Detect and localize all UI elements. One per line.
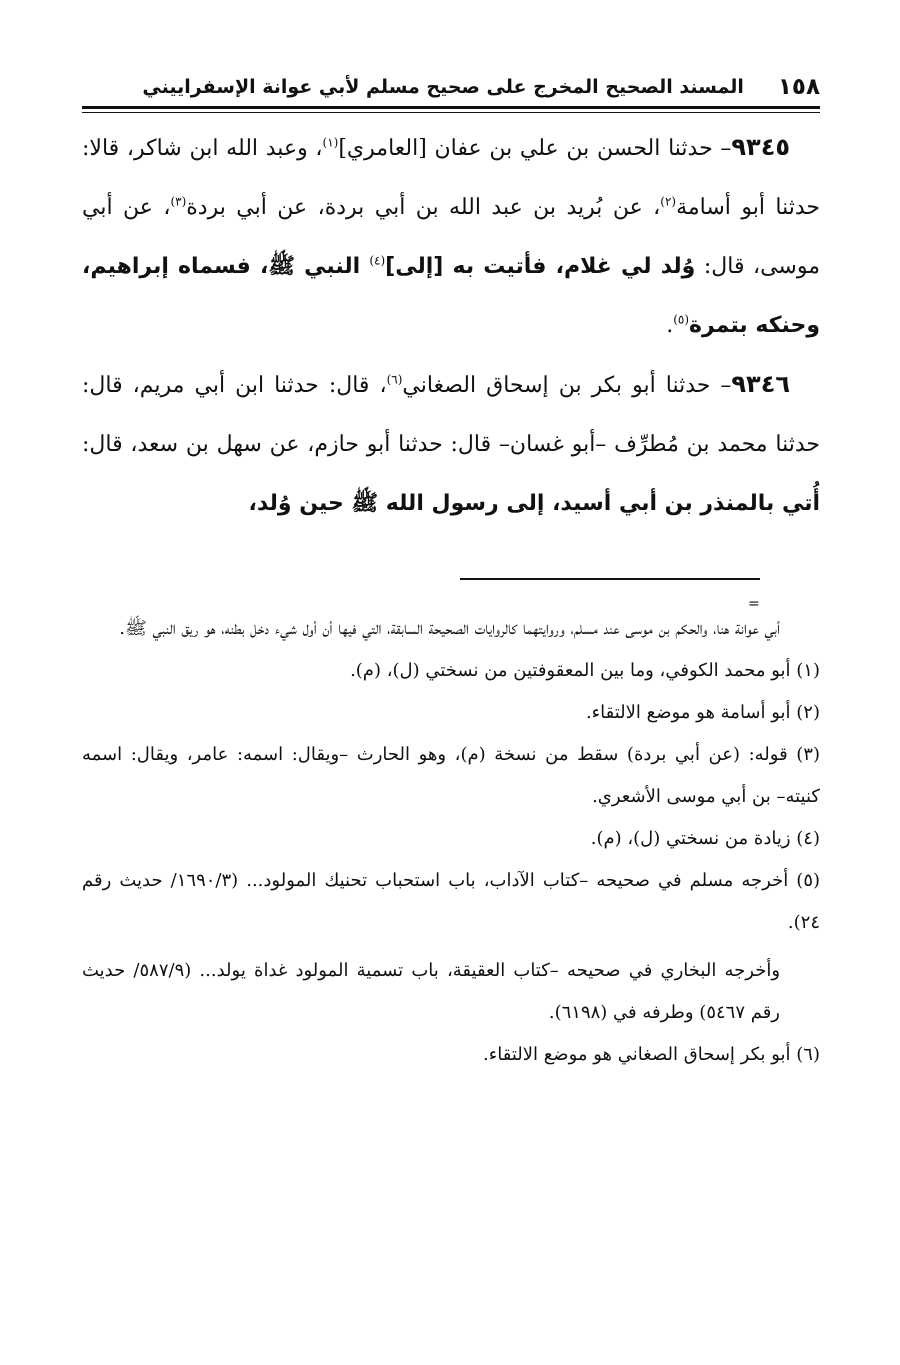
footnote-5-cont: وأخرجه البخاري في صحيحه –كتاب العقيقة، باب تسمية المولود غداة يولد... (٥٨٧/٩/ حديث رقم ٥٤٦٧) وطرفه في (٦١٩٨).: [82, 960, 781, 1023]
footnote-ref: (٢): [660, 194, 677, 209]
footnote-ref: (٤): [369, 253, 386, 268]
footnote-1: (١) أبو محمد الكوفي، وما بين المعقوفتين من نسختي (ل)، (م).: [350, 660, 820, 681]
hadith-9346: [82, 355, 820, 533]
header-rule-thin: [82, 112, 820, 113]
footnote-ref: (٥): [673, 312, 690, 327]
page-number: ١٥٨: [777, 74, 820, 100]
hadith-text: ، وعبد الله ابن شاكر، قالا: حدثنا أبو أسامة: [82, 136, 820, 220]
hadith-matn-bold: أُتي بالمنذر بن أبي أسيد، إلى رسول الله ﷺ حين وُلد،: [248, 491, 820, 516]
footnote-continued: أبي عوانة هنا، والحكم بن موسى عند مسلم، وروايتهما كالروايات الصحيحة السابقة، التي فيها أن أول شيء دخل بطنه، هو ريق النبي ﷺ.: [119, 618, 780, 639]
footnotes: [82, 608, 820, 1076]
footnote-ref: (٦): [386, 372, 403, 387]
hadith-matn-bold: النبي ﷺ، فسماه إبراهيم، وحنكه بتمرة: [82, 254, 820, 338]
footnote-5: (٥) أخرجه مسلم في صحيحه –كتاب الآداب، باب استحباب تحنيك المولود... (١٦٩٠/٣/ حديث رقم ٢٤).: [82, 870, 821, 933]
main-text: [82, 118, 820, 533]
hadith-9345: [82, 118, 820, 355]
hadith-number: ٩٣٤٦: [731, 370, 790, 398]
hadith-text: ، عن أبي موسى، قال:: [82, 195, 821, 279]
footnote-3: (٣) قوله: (عن أبي بردة) سقط من نسخة (م)، وهو الحارث –ويقال: اسمه: عامر، ويقال: اسمه كنيته– بن أبي موسى الأشعري.: [82, 744, 820, 807]
hadith-text: – حدثنا الحسن بن علي بن عفان [العامري]: [338, 136, 732, 161]
running-title: المسند الصحيح المخرج على صحيح مسلم لأبي عوانة الإسفراييني: [142, 76, 744, 98]
header-rule-thick: [82, 106, 820, 109]
footnote-6: (٦) أبو بكر إسحاق الصغاني هو موضع الالتقاء.: [483, 1044, 820, 1065]
footnote-separator: [460, 578, 760, 580]
footnote-ref: (٣): [170, 194, 187, 209]
footnote-ref: (١): [322, 135, 339, 150]
hadith-text: ، عن بُريد بن عبد الله بن أبي بردة، عن أبي بردة: [186, 195, 661, 220]
hadith-number: ٩٣٤٥: [731, 133, 790, 161]
hadith-matn-bold: وُلد لي غلام، فأتيت به [إلى]: [385, 254, 696, 279]
hadith-text: ، قال: حدثنا ابن أبي مريم، قال: حدثنا محمد بن مُطرِّف –أبو غسان– قال: حدثنا أبو حازم، عن سهل بن سعد، قال:: [82, 373, 820, 457]
page-header: [82, 70, 820, 104]
footnote-continuation-mark: =: [748, 596, 760, 612]
footnote-4: (٤) زيادة من نسختي (ل)، (م).: [590, 828, 820, 849]
footnote-2: (٢) أبو أسامة هو موضع الالتقاء.: [585, 702, 820, 723]
hadith-text: – حدثنا أبو بكر بن إسحاق الصغاني: [402, 373, 732, 398]
hadith-text: .: [666, 313, 674, 338]
